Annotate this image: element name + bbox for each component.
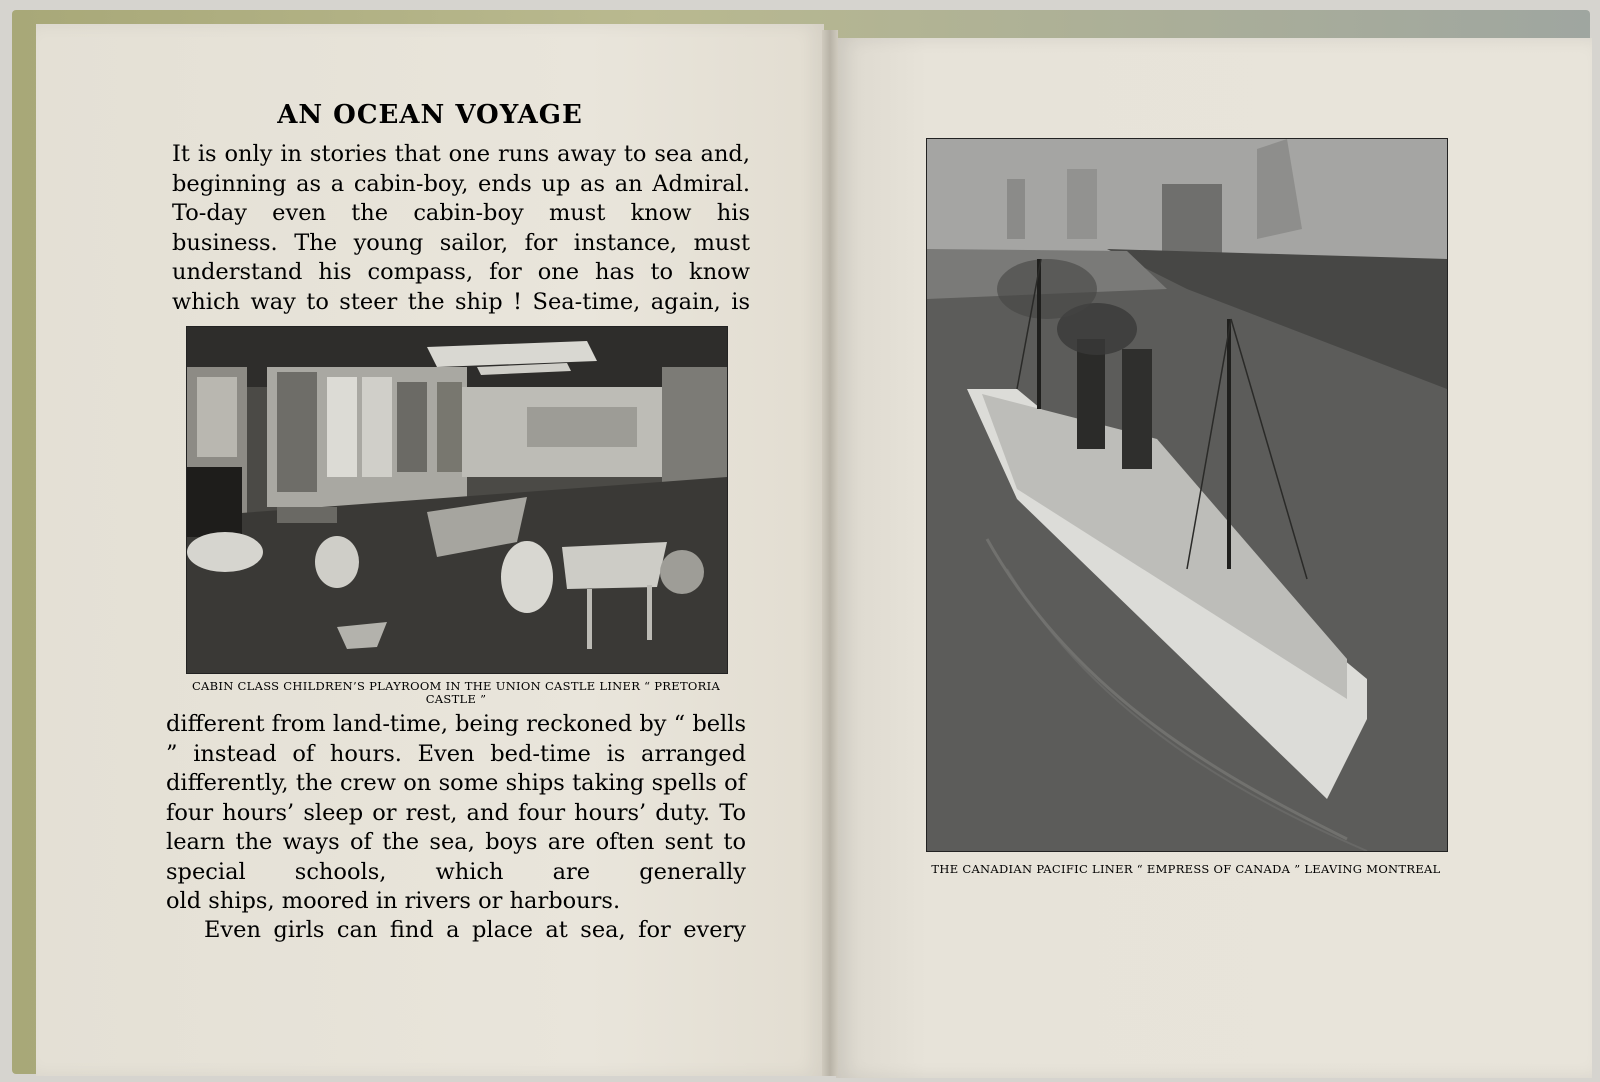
paragraph-3: Even girls can find a place at sea, for every [204,917,746,943]
playroom-photo-image [187,327,727,673]
paragraph-2: different from land-time, being reckoned by “ bells ” instead of hours. Even bed-time is arranged differently, the crew on some ships taking spells of four hours’ sleep or rest, and four hours’ duty. To learn the ways of the sea, boys are often sent to special schools, which are generally [166,711,746,885]
book-gutter [822,30,838,1076]
chapter-title: AN OCEAN VOYAGE [277,100,583,130]
liner-photo-caption: THE CANADIAN PACIFIC LINER “ EMPRESS OF CANADA ” LEAVING MONTREAL [931,862,1441,876]
liner-photo [926,138,1448,852]
paragraph-1-last-line: which way to steer the ship ! Sea-time, again, is [172,289,750,315]
playroom-photo-caption: CABIN CLASS CHILDREN’S PLAYROOM IN THE UNION CASTLE LINER “ PRETORIA CASTLE ” [191,679,721,706]
paragraph-1: It is only in stories that one runs away to sea and, beginning as a cabin-boy, ends up as an Admiral. To-day even the cabin-boy must know his business. The young sailor, for instance, must understand his compass, for one has to know [172,141,750,285]
liner-photo-image [927,139,1447,851]
paragraph-2-end: old ships, moored in rivers or harbours. [166,888,621,914]
playroom-photo [186,326,728,674]
